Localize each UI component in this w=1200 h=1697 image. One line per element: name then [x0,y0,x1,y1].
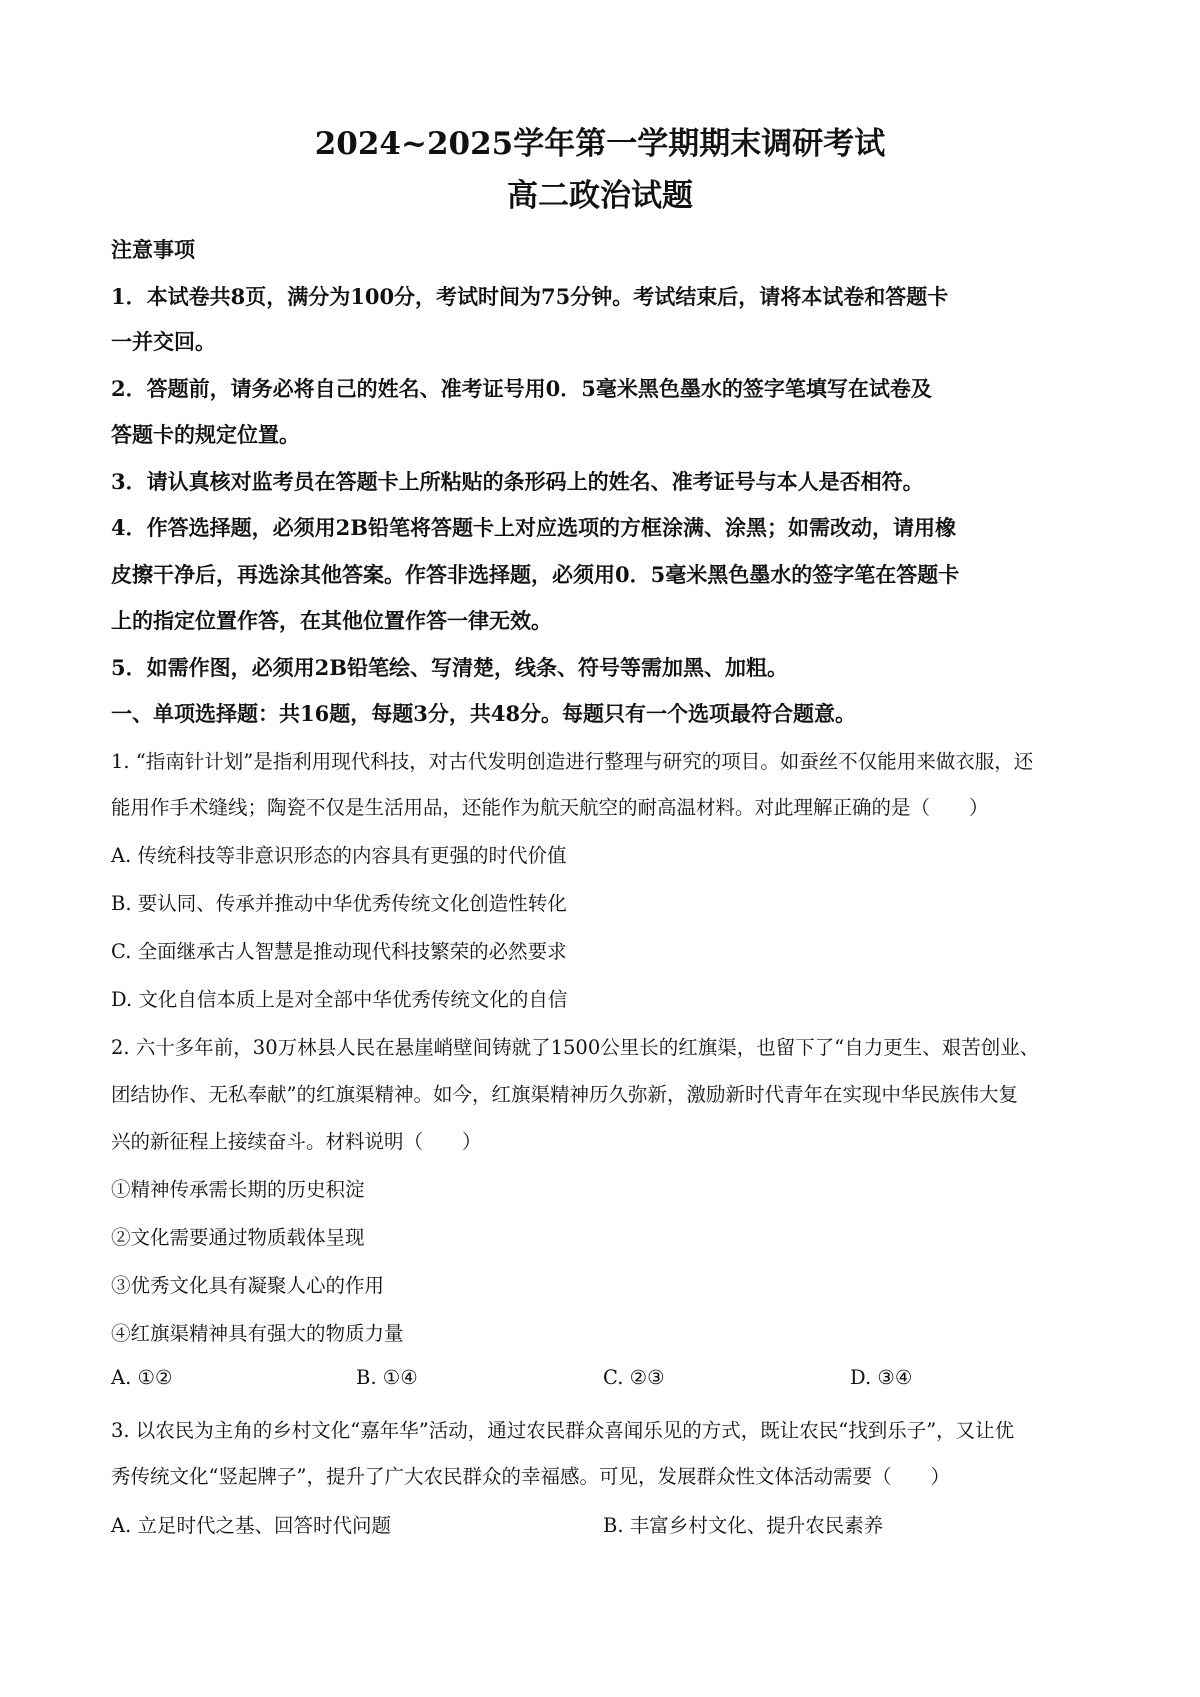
question-3-option-a: A. 立足时代之基、回答时代问题 [111,1514,391,1537]
notice-line: 5．如需作图，必须用2B铅笔绘、写清楚，线条、符号等需加黑、加粗。 [111,655,788,680]
question-1-stem: 能用作手术缝线；陶瓷不仅是生活用品，还能作为航天航空的耐高温材料。对此理解正确的是（ ） [111,796,989,819]
notice-line: 4．作答选择题，必须用2B铅笔将答题卡上对应选项的方框涂满、涂黑；如需改动，请用橡 [111,515,956,540]
notice-line: 2．答题前，请务必将自己的姓名、准考证号用0．5毫米黑色墨水的签字笔填写在试卷及 [111,376,932,401]
page-title: 2024~2025学年第一学期期末调研考试 [314,126,886,162]
question-1-stem: 1. “指南针计划”是指利用现代科技，对古代发明创造进行整理与研究的项目。如蚕丝不仅能用来做衣服，还 [111,750,1034,773]
question-2-option-d: D. ③④ [850,1366,913,1389]
question-2-item: ①精神传承需长期的历史积淀 [111,1178,365,1201]
question-2-stem: 2. 六十多年前，30万林县人民在悬崖峭壁间铸就了1500公里长的红旗渠，也留下了“自力更生、艰苦创业、 [111,1036,1040,1059]
notice-line: 一并交回。 [111,329,216,354]
section-heading: 一、单项选择题：共16题，每题3分，共48分。每题只有一个选项最符合题意。 [111,701,857,726]
question-2-option-c: C. ②③ [603,1366,665,1389]
question-1-option-d: D. 文化自信本质上是对全部中华优秀传统文化的自信 [111,988,568,1011]
notice-line: 答题卡的规定位置。 [111,422,300,447]
question-3-option-b: B. 丰富乡村文化、提升农民素养 [603,1514,884,1537]
question-2-stem: 兴的新征程上接续奋斗。材料说明（ ） [111,1130,482,1153]
question-3-stem: 3. 以农民为主角的乡村文化“嘉年华”活动，通过农民群众喜闻乐见的方式，既让农民“找到乐子”，又让优 [111,1419,1015,1442]
question-2-item: ②文化需要通过物质载体呈现 [111,1226,365,1249]
question-1-option-b: B. 要认同、传承并推动中华优秀传统文化创造性转化 [111,892,567,915]
question-2-option-a: A. ①② [111,1366,173,1389]
question-2-option-b: B. ①④ [356,1366,418,1389]
notice-line: 皮擦干净后，再选涂其他答案。作答非选择题，必须用0．5毫米黑色墨水的签字笔在答题卡 [111,562,960,587]
question-1-option-c: C. 全面继承古人智慧是推动现代科技繁荣的必然要求 [111,940,567,963]
notice-line: 3．请认真核对监考员在答题卡上所粘贴的条形码上的姓名、准考证号与本人是否相符。 [111,469,924,494]
notice-line: 上的指定位置作答，在其他位置作答一律无效。 [111,608,552,633]
question-2-item: ③优秀文化具有凝聚人心的作用 [111,1274,385,1297]
page-subtitle: 高二政治试题 [507,178,693,214]
question-3-stem: 秀传统文化“竖起牌子”，提升了广大农民群众的幸福感。可见，发展群众性文体活动需要（ ） [111,1465,950,1488]
notice-line: 1．本试卷共8页，满分为100分，考试时间为75分钟。考试结束后，请将本试卷和答题卡 [111,284,949,309]
question-1-option-a: A. 传统科技等非意识形态的内容具有更强的时代价值 [111,844,567,867]
question-2-stem: 团结协作、无私奉献”的红旗渠精神。如今，红旗渠精神历久弥新，激励新时代青年在实现中华民族伟大复 [111,1083,1018,1106]
notice-heading: 注意事项 [111,237,195,262]
question-2-item: ④红旗渠精神具有强大的物质力量 [111,1322,404,1345]
